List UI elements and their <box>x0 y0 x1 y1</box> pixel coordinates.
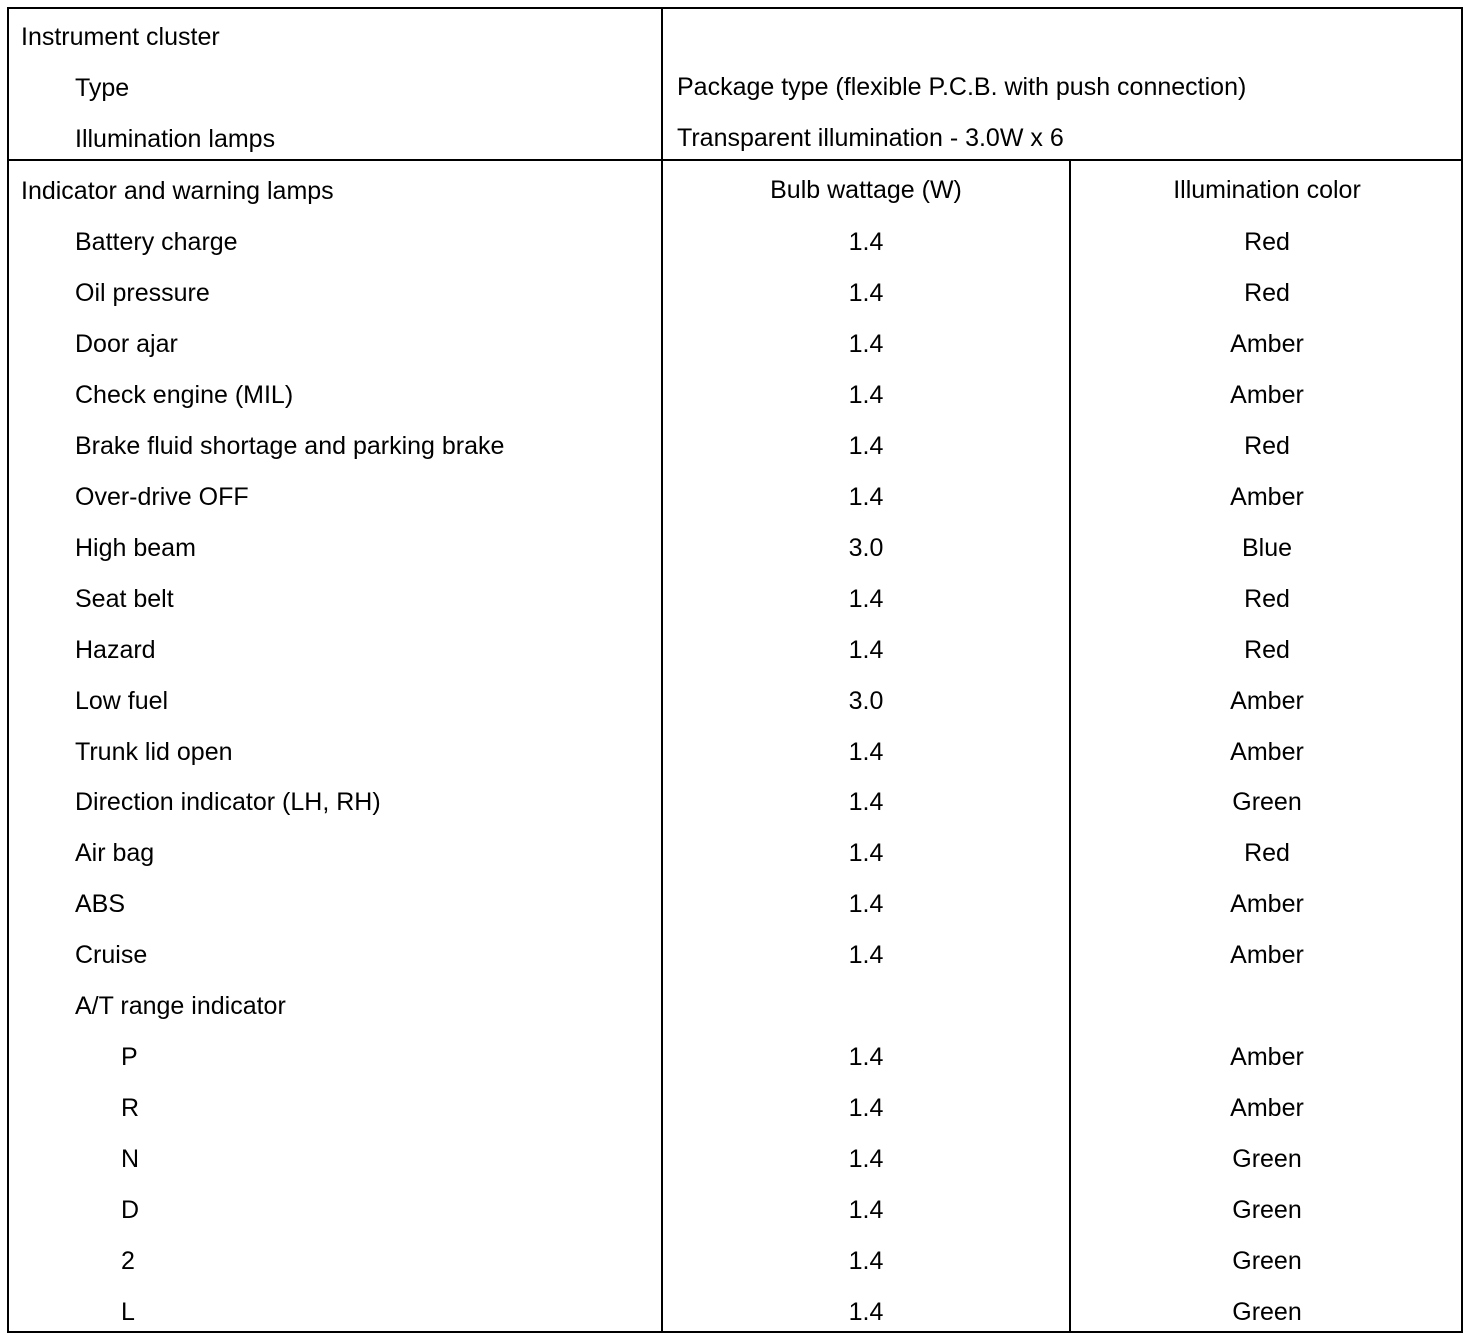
bulb-wattage: 1.4 <box>848 1145 884 1173</box>
lamp-name: Air bag <box>75 839 155 867</box>
type-label: Type <box>75 74 130 102</box>
lamp-name: P <box>121 1043 138 1071</box>
illumination-color: Red <box>1244 839 1290 867</box>
lamp-name: 2 <box>121 1247 135 1275</box>
illumination-color: Red <box>1244 432 1290 460</box>
lamp-name: Cruise <box>75 941 148 969</box>
illumination-lamps-value: Transparent illumination - 3.0W x 6 <box>677 124 1064 152</box>
lamp-name: Brake fluid shortage and parking brake <box>75 432 505 460</box>
bulb-wattage: 3.0 <box>848 534 884 562</box>
bulb-wattage: 1.4 <box>848 483 884 511</box>
column-divider-top <box>661 7 663 1333</box>
section-divider <box>7 159 1463 161</box>
bulb-wattage: 1.4 <box>848 279 884 307</box>
illumination-color: Amber <box>1230 687 1304 715</box>
lamp-name: Seat belt <box>75 585 174 613</box>
lamp-name: Low fuel <box>75 687 169 715</box>
lamp-name: Battery charge <box>75 228 238 256</box>
illumination-color: Blue <box>1241 534 1293 562</box>
lamp-name: Check engine (MIL) <box>75 381 294 409</box>
header-lamps: Indicator and warning lamps <box>21 177 334 205</box>
illumination-color: Amber <box>1230 1094 1304 1122</box>
bulb-wattage: 1.4 <box>848 788 884 816</box>
bulb-wattage: 1.4 <box>848 839 884 867</box>
illumination-color: Amber <box>1230 483 1304 511</box>
bulb-wattage: 1.4 <box>848 636 884 664</box>
lamp-name: Direction indicator (LH, RH) <box>75 788 381 816</box>
bulb-wattage: 1.4 <box>848 381 884 409</box>
lamp-name: A/T range indicator <box>75 992 286 1020</box>
illumination-color: Amber <box>1230 1043 1304 1071</box>
illumination-color: Green <box>1232 1247 1302 1275</box>
illumination-lamps-label: Illumination lamps <box>75 125 276 153</box>
bulb-wattage: 1.4 <box>848 228 884 256</box>
bulb-wattage: 1.4 <box>848 1196 884 1224</box>
illumination-color: Amber <box>1230 941 1304 969</box>
bulb-wattage: 1.4 <box>848 432 884 460</box>
lamp-name: High beam <box>75 534 196 562</box>
lamp-name: Door ajar <box>75 330 178 358</box>
illumination-color: Red <box>1244 228 1290 256</box>
bulb-wattage: 1.4 <box>848 1247 884 1275</box>
bulb-wattage: 1.4 <box>848 585 884 613</box>
illumination-color: Green <box>1232 788 1302 816</box>
illumination-color: Red <box>1244 279 1290 307</box>
illumination-color: Amber <box>1230 738 1304 766</box>
cluster-heading: Instrument cluster <box>21 23 220 51</box>
illumination-color: Green <box>1232 1196 1302 1224</box>
lamp-name: Oil pressure <box>75 279 210 307</box>
lamp-name: R <box>121 1094 140 1122</box>
illumination-color: Amber <box>1230 890 1304 918</box>
illumination-color: Red <box>1244 636 1290 664</box>
lamp-name: N <box>121 1145 140 1173</box>
bulb-wattage: 1.4 <box>848 1094 884 1122</box>
lamp-name: D <box>121 1196 140 1224</box>
bulb-wattage: 1.4 <box>848 1298 884 1326</box>
header-bulb-wattage: Bulb wattage (W) <box>770 176 962 204</box>
bulb-wattage: 3.0 <box>848 687 884 715</box>
bulb-wattage: 1.4 <box>848 890 884 918</box>
lamp-name: Over-drive OFF <box>75 483 249 511</box>
header-illumination-color: Illumination color <box>1173 176 1361 204</box>
illumination-color: Green <box>1232 1145 1302 1173</box>
bulb-wattage: 1.4 <box>848 738 884 766</box>
type-value: Package type (flexible P.C.B. with push connection) <box>677 73 1247 101</box>
illumination-color: Green <box>1232 1298 1302 1326</box>
illumination-color: Amber <box>1230 330 1304 358</box>
lamp-name: Trunk lid open <box>75 738 233 766</box>
lamp-name: Hazard <box>75 636 156 664</box>
lamp-name: ABS <box>75 890 126 918</box>
bulb-wattage: 1.4 <box>848 941 884 969</box>
bulb-wattage: 1.4 <box>848 330 884 358</box>
illumination-color: Amber <box>1230 381 1304 409</box>
lamp-name: L <box>121 1298 135 1326</box>
bulb-wattage: 1.4 <box>848 1043 884 1071</box>
illumination-color: Red <box>1244 585 1290 613</box>
